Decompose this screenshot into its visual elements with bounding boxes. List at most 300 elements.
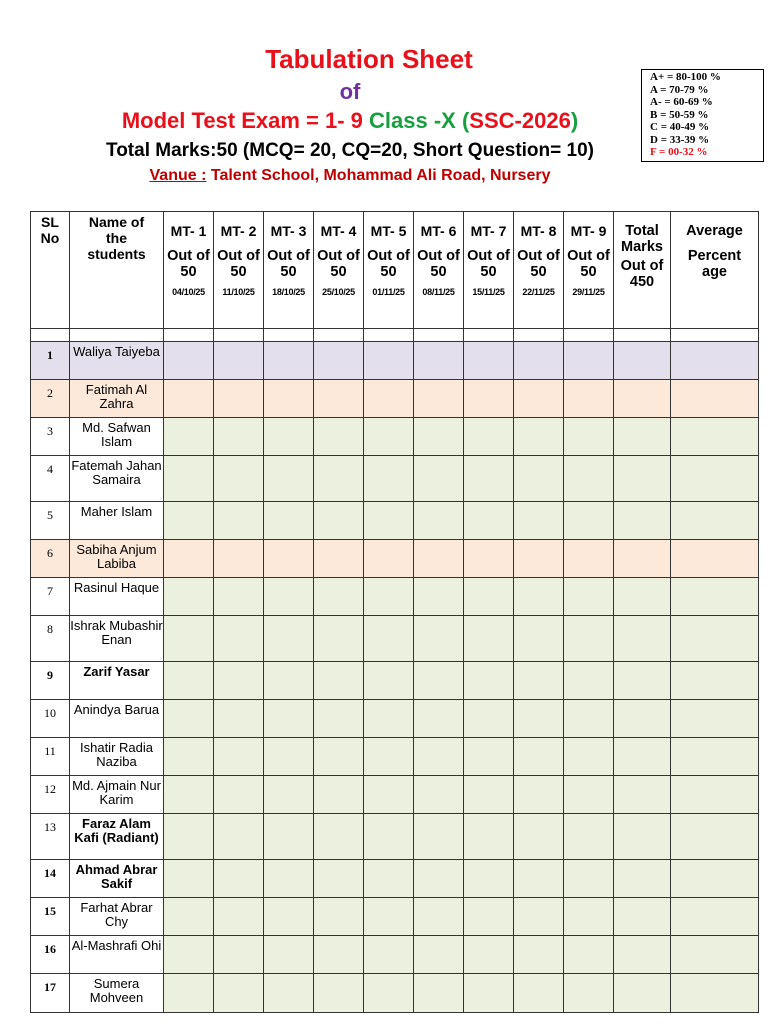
col-mt-3 [264,212,314,329]
total-cell[interactable] [614,898,671,936]
total-cell[interactable] [614,974,671,1013]
student-row [31,700,759,738]
mark-cell[interactable] [264,860,314,898]
total-cell[interactable] [614,860,671,898]
mark-cell[interactable] [164,700,214,738]
average-cell[interactable] [671,616,759,662]
mark-cell[interactable] [414,700,464,738]
mark-cell[interactable] [414,380,464,418]
gap-cell [314,329,364,342]
mark-cell[interactable] [214,342,264,380]
total-cell[interactable] [614,814,671,860]
mark-cell[interactable] [264,738,314,776]
col-total [614,212,671,329]
average-title: Average [686,223,743,239]
mark-cell[interactable] [564,898,614,936]
average-cell[interactable] [671,380,759,418]
student-row [31,860,759,898]
student-name: Ahmad Abrar Sakif [70,860,164,898]
student-name: Zarif Yasar [70,662,164,700]
student-sl: 16 [31,936,70,974]
mt-date: 29/11/25 [572,287,605,297]
venue-text: Talent School, Mohammad Ali Road, Nursery [206,167,551,184]
mark-cell[interactable] [364,456,414,502]
mark-cell[interactable] [314,860,364,898]
total-cell[interactable] [614,540,671,578]
mt-date: 04/10/25 [172,287,205,297]
mark-cell[interactable] [414,776,464,814]
total-cell[interactable] [614,418,671,456]
mark-cell[interactable] [414,814,464,860]
grade-line: B = 50-59 % [650,108,709,121]
mark-cell[interactable] [464,342,514,380]
mark-cell[interactable] [264,456,314,502]
average-cell[interactable] [671,974,759,1013]
gap-cell [614,329,671,342]
total-cell[interactable] [614,700,671,738]
mark-cell[interactable] [314,540,364,578]
mark-cell[interactable] [164,662,214,700]
mark-cell[interactable] [214,700,264,738]
mark-cell[interactable] [414,860,464,898]
mark-cell[interactable] [264,540,314,578]
mark-cell[interactable] [364,974,414,1013]
sheet-of: of [339,79,361,104]
mark-cell[interactable] [214,616,264,662]
student-row [31,776,759,814]
mark-cell[interactable] [264,898,314,936]
mark-cell[interactable] [264,342,314,380]
student-sl: 12 [31,776,70,814]
average-cell[interactable] [671,418,759,456]
student-row [31,342,759,380]
mark-cell[interactable] [364,776,414,814]
mark-cell[interactable] [264,578,314,616]
mark-cell[interactable] [314,776,364,814]
student-name: Ishrak Mubashir Enan [70,616,164,662]
mark-cell[interactable] [214,662,264,700]
total-cell[interactable] [614,616,671,662]
exam-line [0,108,700,134]
mark-cell[interactable] [314,578,364,616]
mark-cell[interactable] [314,898,364,936]
student-row [31,738,759,776]
total-cell[interactable] [614,342,671,380]
average-sub: Percent age [687,248,742,280]
mark-cell[interactable] [514,738,564,776]
mark-cell[interactable] [164,898,214,936]
mark-cell[interactable] [464,502,514,540]
exam-batch: SSC-2026 [469,108,571,133]
mark-cell[interactable] [514,578,564,616]
total-cell[interactable] [614,662,671,700]
mt-out-of: Out of 50 [167,248,210,280]
gap-cell [564,329,614,342]
student-name: Sumera Mohveen [70,974,164,1013]
mt-date: 18/10/25 [272,287,305,297]
mark-cell[interactable] [314,814,364,860]
student-name: Fatemah Jahan Samaira [70,456,164,502]
mark-cell[interactable] [364,578,414,616]
mark-cell[interactable] [464,974,514,1013]
mark-cell[interactable] [514,814,564,860]
mt-label: MT- 1 [170,223,207,239]
mark-cell[interactable] [464,814,514,860]
mark-cell[interactable] [264,502,314,540]
student-row [31,380,759,418]
mark-cell[interactable] [214,860,264,898]
mark-cell[interactable] [214,418,264,456]
mt-label: MT- 6 [420,223,457,239]
mt-label: MT- 8 [520,223,557,239]
mark-cell[interactable] [414,418,464,456]
mark-cell[interactable] [414,540,464,578]
average-cell[interactable] [671,700,759,738]
mark-cell[interactable] [464,380,514,418]
mark-cell[interactable] [364,700,414,738]
col-sl-label: SL No [40,214,60,246]
student-name: Maher Islam [70,502,164,540]
mark-cell[interactable] [514,418,564,456]
gap-cell [31,329,70,342]
mark-cell[interactable] [464,776,514,814]
mark-cell[interactable] [514,860,564,898]
mt-date: 11/10/25 [222,287,255,297]
col-mt-9 [564,212,614,329]
mark-cell[interactable] [314,380,364,418]
mark-cell[interactable] [214,898,264,936]
mark-cell[interactable] [164,456,214,502]
mark-cell[interactable] [364,898,414,936]
mark-cell[interactable] [564,540,614,578]
sheet-title: Tabulation Sheet [265,44,473,74]
mark-cell[interactable] [314,502,364,540]
mt-label: MT- 7 [470,223,507,239]
mark-cell[interactable] [364,936,414,974]
total-cell[interactable] [614,738,671,776]
mark-cell[interactable] [214,814,264,860]
mark-cell[interactable] [214,456,264,502]
mark-cell[interactable] [364,662,414,700]
student-name: Farhat Abrar Chy [70,898,164,936]
mark-cell[interactable] [314,936,364,974]
mark-cell[interactable] [314,418,364,456]
student-name: Faraz Alam Kafi (Radiant) [70,814,164,860]
col-average [671,212,759,329]
mark-cell[interactable] [414,456,464,502]
mark-cell[interactable] [514,776,564,814]
student-row [31,578,759,616]
mark-cell[interactable] [564,860,614,898]
grade-line: C = 40-49 % [650,121,710,133]
gap-cell [671,329,759,342]
mark-cell[interactable] [514,974,564,1013]
student-row [31,616,759,662]
gap-cell [70,329,164,342]
mt-label: MT- 2 [220,223,257,239]
mark-cell[interactable] [264,418,314,456]
mark-cell[interactable] [314,342,364,380]
mark-cell[interactable] [364,616,414,662]
gap-cell [214,329,264,342]
mark-cell[interactable] [414,502,464,540]
average-cell[interactable] [671,502,759,540]
mark-cell[interactable] [364,540,414,578]
mark-cell[interactable] [164,616,214,662]
mark-cell[interactable] [164,936,214,974]
grade-line: A+ = 80-100 % [650,71,721,83]
mark-cell[interactable] [414,974,464,1013]
student-row [31,456,759,502]
mark-cell[interactable] [564,814,614,860]
total-cell[interactable] [614,936,671,974]
mark-cell[interactable] [414,738,464,776]
student-row [31,936,759,974]
grade-line: A- = 60-69 % [650,96,713,108]
col-name [70,212,164,329]
student-name: Fatimah Al Zahra [70,380,164,418]
mark-cell[interactable] [264,936,314,974]
mark-cell[interactable] [514,662,564,700]
total-title: Total Marks [621,223,663,255]
mark-cell[interactable] [214,380,264,418]
mark-cell[interactable] [514,616,564,662]
mt-out-of: Out of 50 [217,248,260,280]
student-name: Al-Mashrafi Ohi [70,936,164,974]
mark-cell[interactable] [464,418,514,456]
mark-cell[interactable] [214,502,264,540]
col-mt-7 [464,212,514,329]
student-row [31,814,759,860]
mark-cell[interactable] [164,974,214,1013]
mt-out-of: Out of 50 [367,248,410,280]
mark-cell[interactable] [414,342,464,380]
mt-out-of: Out of 50 [567,248,610,280]
total-sub: Out of 450 [620,258,664,290]
mark-cell[interactable] [564,738,614,776]
col-mt-8 [514,212,564,329]
mark-cell[interactable] [214,738,264,776]
mark-cell[interactable] [214,578,264,616]
total-cell[interactable] [614,776,671,814]
mark-cell[interactable] [214,936,264,974]
student-sl: 3 [31,418,70,456]
average-cell[interactable] [671,342,759,380]
mt-label: MT- 9 [570,223,607,239]
gap-cell [514,329,564,342]
mark-cell[interactable] [314,456,364,502]
mt-date: 25/10/25 [322,287,355,297]
mt-label: MT- 3 [270,223,307,239]
mark-cell[interactable] [164,814,214,860]
gap-cell [414,329,464,342]
student-name: Waliya Taiyeba [70,342,164,380]
mt-date: 01/11/25 [372,287,405,297]
mark-cell[interactable] [314,700,364,738]
mark-cell[interactable] [564,616,614,662]
mark-cell[interactable] [564,974,614,1013]
average-cell[interactable] [671,860,759,898]
total-cell[interactable] [614,578,671,616]
student-sl: 13 [31,814,70,860]
mark-cell[interactable] [514,898,564,936]
mark-cell[interactable] [264,700,314,738]
average-cell[interactable] [671,814,759,860]
average-cell[interactable] [671,578,759,616]
average-cell[interactable] [671,662,759,700]
mark-cell[interactable] [264,616,314,662]
mark-cell[interactable] [514,700,564,738]
mark-cell[interactable] [464,860,514,898]
student-sl: 1 [31,342,70,380]
mark-cell[interactable] [164,578,214,616]
mark-cell[interactable] [164,380,214,418]
student-row [31,418,759,456]
mark-cell[interactable] [364,860,414,898]
mark-cell[interactable] [414,578,464,616]
mt-label: MT- 4 [320,223,357,239]
mark-cell[interactable] [514,342,564,380]
total-cell[interactable] [614,456,671,502]
mark-cell[interactable] [214,776,264,814]
student-sl: 6 [31,540,70,578]
gap-cell [264,329,314,342]
mark-cell[interactable] [464,456,514,502]
mark-cell[interactable] [214,974,264,1013]
mark-cell[interactable] [314,616,364,662]
mark-cell[interactable] [464,936,514,974]
col-mt-1 [164,212,214,329]
mark-cell[interactable] [364,502,414,540]
mark-cell[interactable] [364,418,414,456]
mark-cell[interactable] [564,662,614,700]
student-sl: 14 [31,860,70,898]
average-cell[interactable] [671,456,759,502]
mark-cell[interactable] [164,342,214,380]
average-cell[interactable] [671,738,759,776]
mark-cell[interactable] [164,502,214,540]
mark-cell[interactable] [264,380,314,418]
col-mt-5 [364,212,414,329]
mark-cell[interactable] [364,342,414,380]
mark-cell[interactable] [314,662,364,700]
mark-cell[interactable] [414,662,464,700]
venue-label: Vanue : [149,167,207,184]
mark-cell[interactable] [164,738,214,776]
gap-cell [364,329,414,342]
col-mt-6 [414,212,464,329]
gap-cell [464,329,514,342]
mark-cell[interactable] [164,540,214,578]
mark-cell[interactable] [514,502,564,540]
mark-cell[interactable] [364,380,414,418]
mt-out-of: Out of 50 [417,248,460,280]
mark-cell[interactable] [514,540,564,578]
mark-cell[interactable] [464,540,514,578]
grade-line: A = 70-79 % [650,83,709,96]
student-name: Ishatir Radia Naziba [70,738,164,776]
student-name: Anindya Barua [70,700,164,738]
mark-cell[interactable] [264,662,314,700]
col-mt-2 [214,212,264,329]
mt-out-of: Out of 50 [267,248,310,280]
mark-cell[interactable] [564,776,614,814]
grade-line: F = 00-32 % [650,146,708,158]
student-row [31,898,759,936]
mark-cell[interactable] [264,974,314,1013]
student-sl: 5 [31,502,70,540]
student-row [31,662,759,700]
mark-cell[interactable] [264,814,314,860]
mark-cell[interactable] [364,814,414,860]
average-cell[interactable] [671,776,759,814]
mt-date: 22/11/25 [522,287,555,297]
mark-cell[interactable] [414,616,464,662]
mark-cell[interactable] [564,700,614,738]
student-sl: 11 [31,738,70,776]
student-row [31,502,759,540]
mark-cell[interactable] [414,898,464,936]
mark-cell[interactable] [264,776,314,814]
mark-cell[interactable] [464,898,514,936]
exam-name: Model Test Exam = 1- 9 [121,108,370,133]
mark-cell[interactable] [164,776,214,814]
average-cell[interactable] [671,936,759,974]
student-row [31,974,759,1013]
mark-cell[interactable] [564,578,614,616]
mark-cell[interactable] [564,342,614,380]
student-name: Rasinul Haque [70,578,164,616]
mark-cell[interactable] [564,936,614,974]
mark-cell[interactable] [514,456,564,502]
total-cell[interactable] [614,502,671,540]
mark-cell[interactable] [564,380,614,418]
student-sl: 8 [31,616,70,662]
mark-cell[interactable] [314,738,364,776]
mt-out-of: Out of 50 [317,248,360,280]
mark-cell[interactable] [214,540,264,578]
header-gap-row [31,329,759,342]
total-cell[interactable] [614,380,671,418]
mark-cell[interactable] [414,936,464,974]
mark-cell[interactable] [314,974,364,1013]
gap-cell [164,329,214,342]
mark-cell[interactable] [464,578,514,616]
mark-cell[interactable] [514,936,564,974]
mark-cell[interactable] [464,700,514,738]
mark-cell[interactable] [564,456,614,502]
grade-legend [641,69,764,162]
mark-cell[interactable] [564,418,614,456]
mt-date: 08/11/25 [422,287,455,297]
average-cell[interactable] [671,540,759,578]
student-sl: 7 [31,578,70,616]
mark-cell[interactable] [564,502,614,540]
mark-cell[interactable] [164,418,214,456]
student-name: Md. Ajmain Nur Karim [70,776,164,814]
grade-line: D = 33-39 % [650,133,710,146]
col-name-label: Name of the students [87,214,146,262]
student-name: Md. Safwan Islam [70,418,164,456]
mark-cell[interactable] [464,662,514,700]
mark-cell[interactable] [514,380,564,418]
mark-cell[interactable] [464,616,514,662]
mark-cell[interactable] [464,738,514,776]
col-sl [31,212,70,329]
average-cell[interactable] [671,898,759,936]
mark-cell[interactable] [164,860,214,898]
mark-cell[interactable] [364,738,414,776]
